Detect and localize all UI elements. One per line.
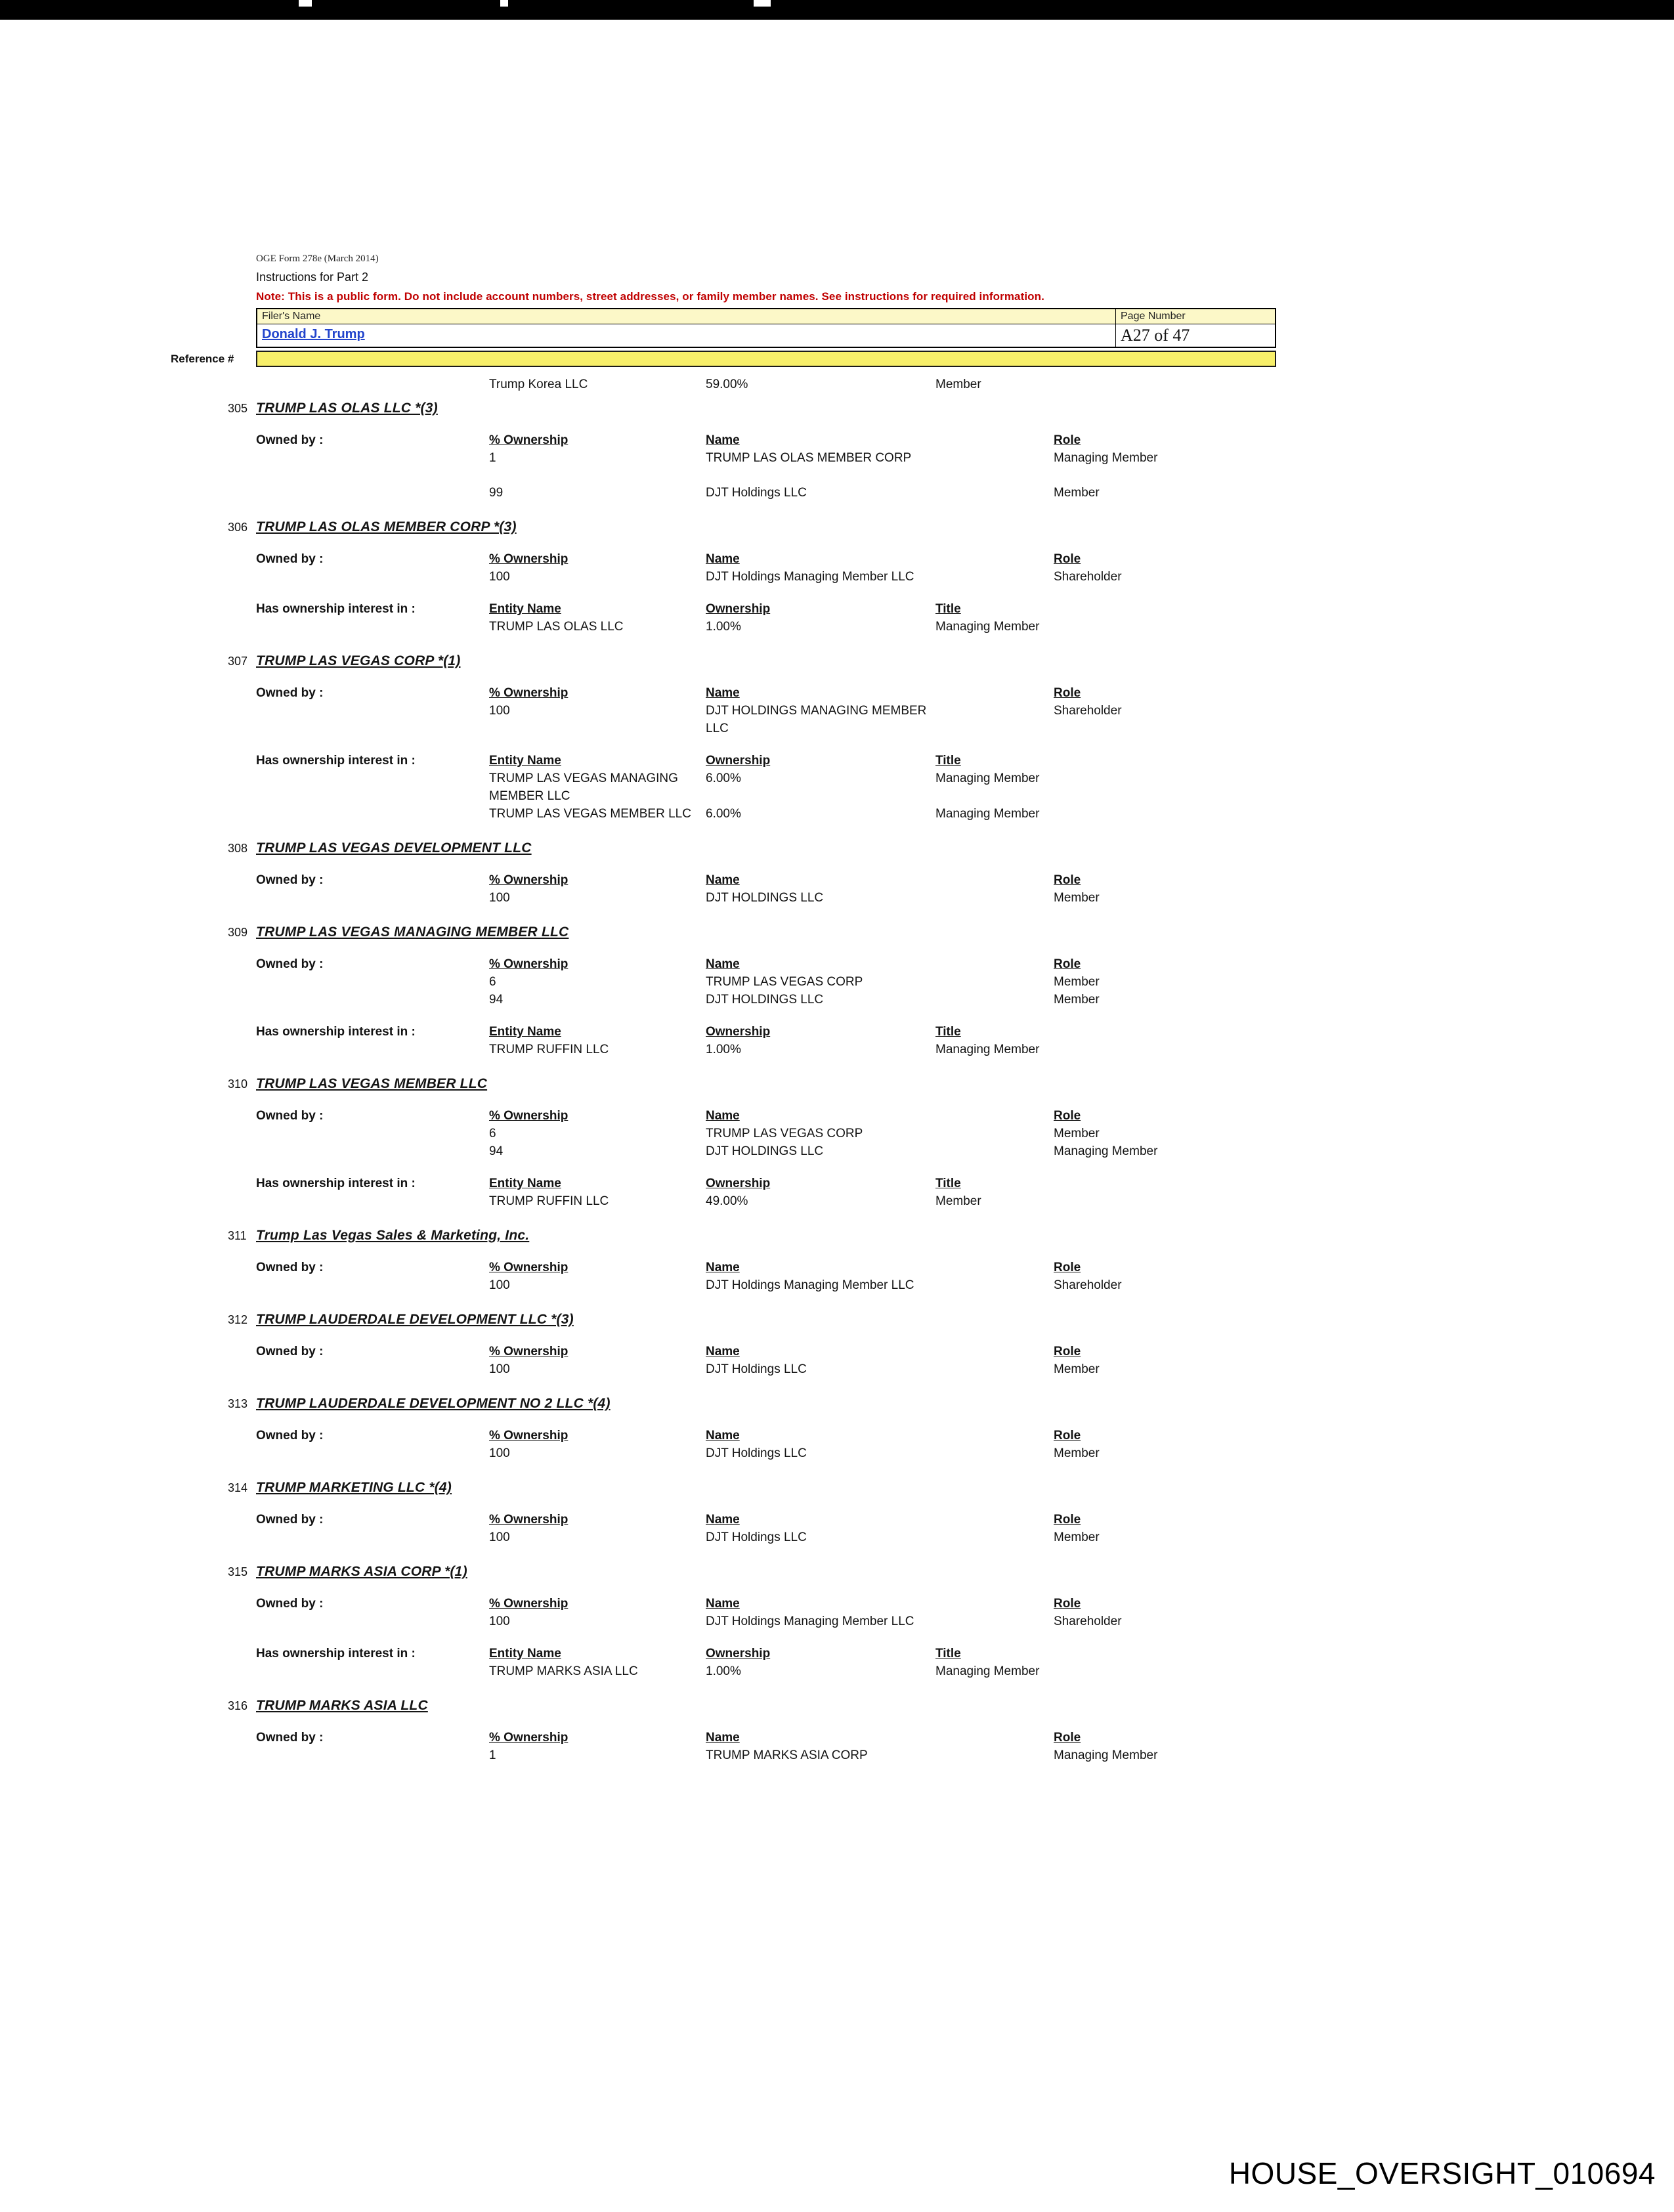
pct-ownership-value: 1 — [489, 1748, 496, 1762]
pct-ownership-value: 100 — [489, 1278, 510, 1292]
entry-number: 312 — [228, 1313, 248, 1326]
owned-by-header-row — [0, 1107, 1674, 1125]
form-header — [171, 253, 1276, 367]
col-header-entity-name: Entity Name — [489, 1177, 561, 1190]
role-value: Managing Member — [1054, 1748, 1158, 1762]
owned-by-section — [0, 1343, 1674, 1378]
entries-list — [0, 376, 1674, 1780]
reference-field — [256, 351, 1276, 367]
role-value: Member — [1054, 1446, 1100, 1460]
owner-name-value: DJT Holdings LLC — [706, 1362, 807, 1376]
owner-name-value: DJT Holdings Managing Member LLC — [706, 1278, 914, 1292]
entry-number: 309 — [228, 926, 248, 939]
entry — [0, 1074, 1674, 1210]
entry — [0, 517, 1674, 636]
owner-name-value: DJT HOLDINGS LLC — [706, 891, 824, 905]
entry-header — [0, 1696, 1674, 1717]
public-form-note: Note: This is a public form. Do not include account numbers, street addresses, or family member names. See instructions for required information. — [256, 290, 1044, 303]
role-value: Member — [1054, 486, 1100, 500]
owned-by-header-row — [0, 871, 1674, 889]
col-header-role: Role — [1054, 1513, 1081, 1527]
col-header-role: Role — [1054, 1429, 1081, 1442]
col-header-entity-name: Entity Name — [489, 1025, 561, 1039]
owner-name-value: TRUMP LAS VEGAS CORP — [706, 975, 863, 989]
owner-name-value: DJT Holdings LLC — [706, 1530, 807, 1544]
entry — [0, 1696, 1674, 1764]
owned-by-row — [0, 973, 1674, 991]
owned-by-section — [0, 684, 1674, 737]
owned-by-row — [0, 1746, 1674, 1764]
owned-by-section — [0, 955, 1674, 1008]
col-header-role: Role — [1054, 1731, 1081, 1745]
col-header-name: Name — [706, 873, 740, 887]
owned-by-header-row — [0, 1729, 1674, 1746]
entry-header — [0, 1562, 1674, 1583]
entry-header — [0, 1478, 1674, 1499]
col-header-entity-name: Entity Name — [489, 602, 561, 616]
entry-number: 307 — [228, 655, 248, 668]
owned-by-label: Owned by : — [256, 957, 324, 971]
entry — [0, 838, 1674, 907]
col-header-ownership: Ownership — [706, 754, 771, 768]
entry-header — [0, 399, 1674, 420]
col-header-ownership: Ownership — [706, 1177, 771, 1190]
entry — [0, 651, 1674, 823]
pct-ownership-value: 6 — [489, 1127, 496, 1140]
owned-by-row — [0, 1125, 1674, 1142]
col-header-name: Name — [706, 552, 740, 566]
continuation-title: Member — [935, 378, 981, 391]
col-header-pct-ownership: % Ownership — [489, 1261, 569, 1274]
col-header-pct-ownership: % Ownership — [489, 1513, 569, 1527]
entry-number: 313 — [228, 1397, 248, 1410]
title-value: Member — [935, 1194, 981, 1208]
owned-by-header-row — [0, 550, 1674, 568]
entry-number: 308 — [228, 842, 248, 855]
owned-by-header-row — [0, 1259, 1674, 1276]
interest-row — [0, 1192, 1674, 1210]
entity-title: TRUMP MARKS ASIA CORP *(1) — [256, 1564, 467, 1579]
col-header-title: Title — [935, 754, 961, 768]
col-header-title: Title — [935, 1177, 961, 1190]
entity-title: TRUMP LAUDERDALE DEVELOPMENT LLC *(3) — [256, 1312, 574, 1327]
continuation-ownership: 59.00% — [706, 378, 748, 391]
col-header-name: Name — [706, 1109, 740, 1123]
entity-title: Trump Las Vegas Sales & Marketing, Inc. — [256, 1228, 530, 1243]
owned-by-section — [0, 871, 1674, 907]
pct-ownership-value: 100 — [489, 570, 510, 584]
entity-title: TRUMP LAS VEGAS CORP *(1) — [256, 653, 461, 668]
entity-title: TRUMP MARKS ASIA LLC — [256, 1698, 428, 1713]
col-header-role: Role — [1054, 433, 1081, 447]
entry — [0, 1478, 1674, 1546]
owned-by-section — [0, 1259, 1674, 1294]
owned-by-label: Owned by : — [256, 1345, 324, 1358]
owned-by-row — [0, 702, 1674, 737]
pct-ownership-value: 94 — [489, 1144, 504, 1158]
role-value: Member — [1054, 993, 1100, 1007]
col-header-pct-ownership: % Ownership — [489, 957, 569, 971]
pct-ownership-value: 6 — [489, 975, 496, 989]
form-version-line: OGE Form 278e (March 2014) — [256, 253, 379, 264]
col-header-entity-name: Entity Name — [489, 754, 561, 768]
col-header-role: Role — [1054, 873, 1081, 887]
ownership-interest-section — [0, 600, 1674, 636]
reference-row — [171, 351, 1276, 367]
continuation-entity: Trump Korea LLC — [489, 378, 588, 391]
entry-number: 306 — [228, 521, 248, 534]
col-header-title: Title — [935, 602, 961, 616]
continuation-row — [0, 376, 1674, 393]
entry-header — [0, 1226, 1674, 1247]
owned-by-label: Owned by : — [256, 433, 324, 447]
role-value: Member — [1054, 1362, 1100, 1376]
entity-name-value: TRUMP LAS VEGAS MANAGING MEMBER LLC — [489, 771, 678, 803]
interest-row — [0, 1662, 1674, 1680]
entity-title: TRUMP LAS OLAS LLC *(3) — [256, 401, 438, 416]
owned-by-row — [0, 1276, 1674, 1294]
col-header-ownership: Ownership — [706, 1647, 771, 1660]
col-header-role: Role — [1054, 957, 1081, 971]
owned-by-row — [0, 991, 1674, 1008]
owner-name-value: DJT Holdings Managing Member LLC — [706, 1615, 914, 1628]
col-header-pct-ownership: % Ownership — [489, 433, 569, 447]
interest-label: Has ownership interest in : — [256, 1647, 416, 1660]
scan-notch — [299, 0, 312, 7]
entry — [0, 1562, 1674, 1680]
owned-by-header-row — [0, 955, 1674, 973]
entity-title: TRUMP LAS VEGAS DEVELOPMENT LLC — [256, 840, 532, 856]
owned-by-row — [0, 484, 1674, 502]
col-header-name: Name — [706, 433, 740, 447]
ownership-interest-section — [0, 1175, 1674, 1210]
filer-table — [256, 308, 1276, 348]
owned-by-label: Owned by : — [256, 1513, 324, 1527]
col-header-role: Role — [1054, 686, 1081, 700]
owned-by-header-row — [0, 431, 1674, 449]
entity-title: TRUMP LAS VEGAS MEMBER LLC — [256, 1076, 488, 1091]
owned-by-label: Owned by : — [256, 1731, 324, 1745]
role-value: Shareholder — [1054, 1278, 1122, 1292]
interest-row — [0, 805, 1674, 823]
owner-name-value: DJT Holdings LLC — [706, 1446, 807, 1460]
owned-by-section — [0, 1511, 1674, 1546]
owned-by-header-row — [0, 1595, 1674, 1613]
entry — [0, 1310, 1674, 1378]
owner-name-value: TRUMP LAS VEGAS CORP — [706, 1127, 863, 1140]
col-header-name: Name — [706, 957, 740, 971]
owned-by-label: Owned by : — [256, 686, 324, 700]
col-header-ownership: Ownership — [706, 1025, 771, 1039]
interest-header-row — [0, 1645, 1674, 1662]
owner-name-value: DJT HOLDINGS LLC — [706, 993, 824, 1007]
entry — [0, 1394, 1674, 1462]
entry — [0, 922, 1674, 1058]
filer-name-label: Filer's Name — [257, 309, 1116, 324]
col-header-pct-ownership: % Ownership — [489, 1731, 569, 1745]
owned-by-header-row — [0, 1427, 1674, 1444]
owned-by-section — [0, 1107, 1674, 1160]
ownership-interest-section — [0, 1645, 1674, 1680]
title-value: Managing Member — [935, 807, 1040, 821]
ownership-value: 6.00% — [706, 807, 741, 821]
role-value: Member — [1054, 1127, 1100, 1140]
role-value: Member — [1054, 1530, 1100, 1544]
entry-header — [0, 922, 1674, 943]
owned-by-label: Owned by : — [256, 873, 324, 887]
interest-header-row — [0, 1023, 1674, 1041]
interest-label: Has ownership interest in : — [256, 1025, 416, 1039]
interest-label: Has ownership interest in : — [256, 754, 416, 768]
page-number-value: A27 of 47 — [1121, 326, 1190, 345]
pct-ownership-value: 100 — [489, 891, 510, 905]
col-header-title: Title — [935, 1647, 961, 1660]
col-header-name: Name — [706, 1261, 740, 1274]
col-header-name: Name — [706, 1513, 740, 1527]
col-header-name: Name — [706, 1597, 740, 1611]
pct-ownership-value: 1 — [489, 451, 496, 465]
col-header-name: Name — [706, 1345, 740, 1358]
col-header-ownership: Ownership — [706, 602, 771, 616]
owned-by-section — [0, 550, 1674, 586]
interest-header-row — [0, 1175, 1674, 1192]
pct-ownership-value: 100 — [489, 1530, 510, 1544]
col-header-pct-ownership: % Ownership — [489, 552, 569, 566]
owned-by-label: Owned by : — [256, 1109, 324, 1123]
ownership-value: 1.00% — [706, 1664, 741, 1678]
role-value: Shareholder — [1054, 570, 1122, 584]
role-value: Managing Member — [1054, 1144, 1158, 1158]
entry-header — [0, 1394, 1674, 1415]
reference-label: Reference # — [171, 353, 234, 365]
owned-by-row — [0, 1529, 1674, 1546]
owned-by-row — [0, 1613, 1674, 1630]
owned-by-section — [0, 1427, 1674, 1462]
entry-number: 315 — [228, 1565, 248, 1578]
entity-name-value: TRUMP LAS OLAS LLC — [489, 620, 624, 634]
entity-name-value: TRUMP RUFFIN LLC — [489, 1043, 609, 1056]
scan-notch — [500, 0, 508, 7]
entry-number: 311 — [228, 1229, 247, 1242]
bates-stamp: HOUSE_OVERSIGHT_010694 — [1228, 2156, 1656, 2190]
owned-by-row — [0, 1444, 1674, 1462]
owned-by-section — [0, 1729, 1674, 1764]
owned-by-header-row — [0, 1511, 1674, 1529]
entity-name-value: TRUMP RUFFIN LLC — [489, 1194, 609, 1208]
title-value: Managing Member — [935, 771, 1040, 785]
entry-header — [0, 838, 1674, 859]
col-header-name: Name — [706, 1429, 740, 1442]
col-header-pct-ownership: % Ownership — [489, 873, 569, 887]
role-value: Shareholder — [1054, 1615, 1122, 1628]
owner-name-value: DJT HOLDINGS LLC — [706, 1144, 824, 1158]
pct-ownership-value: 100 — [489, 1362, 510, 1376]
owned-by-row — [0, 1142, 1674, 1160]
ownership-value: 1.00% — [706, 1043, 741, 1056]
owned-by-row — [0, 889, 1674, 907]
col-header-role: Role — [1054, 552, 1081, 566]
owned-by-row — [0, 1360, 1674, 1378]
owner-name-value: DJT Holdings Managing Member LLC — [706, 570, 914, 584]
interest-row — [0, 618, 1674, 636]
entry-header — [0, 517, 1674, 538]
scan-edge-artifact — [0, 0, 1674, 20]
owned-by-label: Owned by : — [256, 1261, 324, 1274]
owned-by-label: Owned by : — [256, 1597, 324, 1611]
entity-title: TRUMP LAUDERDALE DEVELOPMENT NO 2 LLC *(4) — [256, 1396, 611, 1411]
col-header-role: Role — [1054, 1597, 1081, 1611]
pct-ownership-value: 100 — [489, 704, 510, 718]
interest-row — [0, 770, 1674, 805]
col-header-entity-name: Entity Name — [489, 1647, 561, 1660]
ownership-value: 6.00% — [706, 771, 741, 785]
col-header-pct-ownership: % Ownership — [489, 1109, 569, 1123]
role-value: Member — [1054, 975, 1100, 989]
role-value: Managing Member — [1054, 451, 1158, 465]
entry-number: 314 — [228, 1481, 248, 1494]
owned-by-header-row — [0, 1343, 1674, 1360]
col-header-name: Name — [706, 686, 740, 700]
owned-by-row — [0, 449, 1674, 467]
role-value: Shareholder — [1054, 704, 1122, 718]
pct-ownership-value: 100 — [489, 1615, 510, 1628]
interest-label: Has ownership interest in : — [256, 1177, 416, 1190]
col-header-role: Role — [1054, 1109, 1081, 1123]
col-header-role: Role — [1054, 1345, 1081, 1358]
role-value: Member — [1054, 891, 1100, 905]
owned-by-row — [0, 568, 1674, 586]
col-header-pct-ownership: % Ownership — [489, 686, 569, 700]
entity-title: TRUMP MARKETING LLC *(4) — [256, 1480, 452, 1495]
ownership-interest-section — [0, 752, 1674, 823]
col-header-title: Title — [935, 1025, 961, 1039]
col-header-role: Role — [1054, 1261, 1081, 1274]
title-value: Managing Member — [935, 1664, 1040, 1678]
entry-header — [0, 651, 1674, 672]
col-header-pct-ownership: % Ownership — [489, 1429, 569, 1442]
owned-by-section — [0, 1595, 1674, 1630]
pct-ownership-value: 100 — [489, 1446, 510, 1460]
scan-notch — [754, 0, 771, 7]
title-value: Managing Member — [935, 1043, 1040, 1056]
col-header-pct-ownership: % Ownership — [489, 1597, 569, 1611]
col-header-name: Name — [706, 1731, 740, 1745]
entry — [0, 1226, 1674, 1294]
instructions-title: Instructions for Part 2 — [256, 271, 369, 284]
entity-title: TRUMP LAS VEGAS MANAGING MEMBER LLC — [256, 924, 569, 940]
owned-by-label: Owned by : — [256, 1429, 324, 1442]
interest-header-row — [0, 600, 1674, 618]
entry-number: 305 — [228, 402, 248, 415]
interest-row — [0, 1041, 1674, 1058]
ownership-interest-section — [0, 1023, 1674, 1058]
title-value: Managing Member — [935, 620, 1040, 634]
entry-header — [0, 1074, 1674, 1095]
interest-label: Has ownership interest in : — [256, 602, 416, 616]
entry-number: 316 — [228, 1699, 248, 1712]
owner-name-value: TRUMP MARKS ASIA CORP — [706, 1748, 868, 1762]
pct-ownership-value: 94 — [489, 993, 504, 1007]
entity-name-value: TRUMP MARKS ASIA LLC — [489, 1664, 638, 1678]
filer-name-value: Donald J. Trump — [257, 324, 1116, 347]
entry — [0, 399, 1674, 502]
owned-by-header-row — [0, 684, 1674, 702]
owned-by-label: Owned by : — [256, 552, 324, 566]
entity-name-value: TRUMP LAS VEGAS MEMBER LLC — [489, 807, 691, 821]
owned-by-section — [0, 431, 1674, 502]
col-header-pct-ownership: % Ownership — [489, 1345, 569, 1358]
entity-title: TRUMP LAS OLAS MEMBER CORP *(3) — [256, 519, 517, 534]
entry-number: 310 — [228, 1077, 248, 1091]
pct-ownership-value: 99 — [489, 486, 504, 500]
page-number-label: Page Number — [1116, 309, 1275, 324]
owner-name-value: TRUMP LAS OLAS MEMBER CORP — [706, 451, 912, 465]
interest-header-row — [0, 752, 1674, 770]
entry-header — [0, 1310, 1674, 1331]
owner-name-value: DJT Holdings LLC — [706, 486, 807, 500]
owner-name-value: DJT HOLDINGS MANAGING MEMBER LLC — [706, 704, 927, 735]
ownership-value: 49.00% — [706, 1194, 748, 1208]
ownership-value: 1.00% — [706, 620, 741, 634]
